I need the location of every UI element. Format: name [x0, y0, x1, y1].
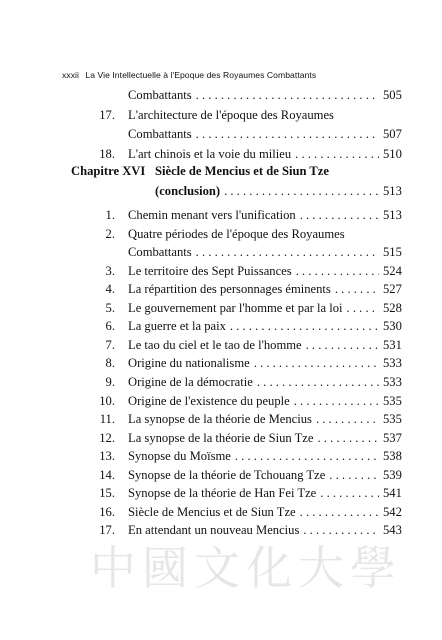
leader-dots [231, 447, 379, 465]
entry-title-row [128, 484, 379, 502]
toc-entry[interactable] [0, 484, 442, 502]
entry-title-row [128, 410, 379, 428]
toc-entry[interactable] [0, 429, 442, 447]
entry-title-row [128, 106, 404, 124]
leader-dots [331, 280, 379, 298]
toc-entry[interactable] [0, 182, 442, 200]
toc-entry[interactable] [0, 206, 442, 224]
entry-title-row [128, 206, 379, 224]
entry-page-number: 510 [383, 146, 402, 161]
toc-entry[interactable] [0, 354, 442, 372]
toc-entry[interactable] [0, 373, 442, 391]
entry-title-row [128, 86, 379, 104]
entry-page-number: 535 [383, 412, 402, 427]
entry-number: 5. [105, 300, 115, 315]
entry-number: 18. [99, 146, 115, 161]
entry-title: Combattants [128, 245, 192, 260]
entry-title: Origine de la démocratie [128, 374, 253, 389]
entry-title: Siècle de Mencius et de Siun Tze [128, 504, 296, 519]
entry-title: L'art chinois et la voie du milieu [128, 146, 292, 161]
entry-number: 6. [105, 319, 115, 334]
entry-title: Le tao du ciel et le tao de l'homme [128, 337, 302, 352]
entry-number: 13. [99, 449, 115, 464]
entry-page-number: 543 [383, 523, 402, 538]
entry-title: L'architecture de l'époque des Royaumes [128, 107, 334, 122]
leader-dots [292, 262, 379, 280]
entry-title-row [128, 317, 379, 335]
toc-entry[interactable] [0, 317, 442, 335]
entry-page-number: 541 [383, 486, 402, 501]
entry-number: 9. [105, 374, 115, 389]
entry-title: Synopse du Moïsme [128, 449, 231, 464]
chapter-heading[interactable] [0, 162, 442, 180]
entry-page-number: 527 [383, 282, 402, 297]
entry-page-number: 524 [383, 263, 402, 278]
leader-dots [296, 503, 379, 521]
entry-title: Le gouvernement par l'homme et par la loi [128, 300, 343, 315]
leader-dots [313, 429, 379, 447]
leader-dots [192, 243, 379, 261]
entry-title: Origine du nationalisme [128, 356, 250, 371]
toc-entry[interactable] [0, 503, 442, 521]
entry-title-row [128, 336, 379, 354]
entry-title-row [128, 429, 379, 447]
chapter-label: Chapitre XVI [71, 164, 146, 178]
leader-dots [192, 86, 379, 104]
entry-title-row [128, 225, 404, 243]
leader-dots [316, 484, 379, 502]
entry-page-number: 539 [383, 467, 402, 482]
entry-title-row [128, 145, 379, 163]
header-running-title: La Vie Intellectuelle à l'Epoque des Royaumes Combattants [85, 70, 317, 80]
entry-page-number: 535 [383, 393, 402, 408]
leader-dots [325, 466, 379, 484]
leader-dots [220, 182, 379, 200]
university-watermark: 中國文化大學 [90, 541, 402, 595]
entry-number: 17. [99, 107, 115, 122]
entry-title-row [128, 392, 379, 410]
toc-entry[interactable] [0, 521, 442, 539]
toc-entry[interactable] [0, 86, 442, 104]
entry-number: 8. [105, 356, 115, 371]
entry-title: La synopse de la théorie de Mencius [128, 412, 312, 427]
entry-page-number: 533 [383, 356, 402, 371]
entry-number: 10. [99, 393, 115, 408]
entry-page-number: 538 [383, 449, 402, 464]
entry-title: Quatre périodes de l'époque des Royaumes [128, 226, 345, 241]
entry-page-number: 515 [383, 245, 402, 260]
entry-page-number: 542 [383, 504, 402, 519]
leader-dots [312, 410, 379, 428]
entry-title-row [128, 299, 379, 317]
entry-page-number: 533 [383, 374, 402, 389]
header-page-number: xxxii [62, 70, 79, 80]
entry-number: 12. [99, 430, 115, 445]
entry-title: Synopse de la théorie de Han Fei Tze [128, 486, 317, 501]
leader-dots [302, 336, 379, 354]
toc-entry[interactable] [0, 336, 442, 354]
toc-entry[interactable] [0, 125, 442, 143]
entry-page-number: 507 [383, 127, 402, 141]
entry-title: Synopse de la théorie de Tchouang Tze [128, 467, 326, 482]
entry-title: La synopse de la théorie de Siun Tze [128, 430, 314, 445]
entry-title-row [128, 373, 379, 391]
entry-page-number: 531 [383, 337, 402, 352]
entry-title: Chemin menant vers l'unification [128, 208, 296, 222]
entry-number: 1. [105, 208, 115, 222]
entry-title-row [128, 125, 379, 143]
leader-dots [291, 145, 379, 163]
entry-number: 7. [105, 337, 115, 352]
entry-title-row [128, 280, 379, 298]
toc-entry[interactable] [0, 225, 442, 243]
leader-dots [250, 354, 379, 372]
leader-dots [343, 299, 379, 317]
toc-entry[interactable] [0, 410, 442, 428]
entry-number: 3. [105, 263, 115, 278]
entry-page-number: 530 [383, 319, 402, 334]
entry-title-row [128, 262, 379, 280]
toc-entry[interactable] [0, 106, 442, 124]
toc-entry[interactable] [0, 243, 442, 261]
entry-page-number: 537 [383, 430, 402, 445]
toc-entry[interactable] [0, 392, 442, 410]
entry-page-number: 528 [383, 300, 402, 315]
entry-title: Combattants [128, 127, 192, 141]
entry-title: En attendant un nouveau Mencius [128, 523, 300, 538]
toc-entry[interactable] [0, 262, 442, 280]
entry-title: La guerre et la paix [128, 319, 226, 334]
toc-entry[interactable] [0, 447, 442, 465]
leader-dots [299, 521, 379, 539]
entry-title: La répartition des personnages éminents [128, 282, 331, 297]
entry-title-row [128, 243, 379, 261]
entry-title-row [128, 521, 379, 539]
leader-dots [253, 373, 379, 391]
entry-page-number: 505 [383, 88, 402, 102]
leader-dots [192, 125, 379, 143]
entry-title: Origine de l'existence du peuple [128, 393, 290, 408]
toc-entry[interactable] [0, 466, 442, 484]
entry-page-number: 513 [383, 208, 402, 222]
entry-title-row [128, 447, 379, 465]
entry-number: 4. [105, 282, 115, 297]
toc-entry[interactable] [0, 280, 442, 298]
entry-number: 17. [99, 523, 115, 538]
toc-entry[interactable] [0, 145, 442, 163]
chapter-title: Siècle de Mencius et de Siun Tze [155, 164, 329, 178]
entry-number: 14. [99, 467, 115, 482]
entry-title-row [128, 466, 379, 484]
entry-number: 2. [105, 226, 115, 241]
entry-title-row [128, 354, 379, 372]
entry-title: (conclusion) [155, 184, 221, 198]
toc-entry[interactable] [0, 299, 442, 317]
entry-number: 11. [99, 412, 115, 427]
entry-page-number: 513 [383, 184, 402, 198]
leader-dots [226, 317, 379, 335]
leader-dots [296, 206, 379, 224]
entry-number: 16. [99, 504, 115, 519]
entry-title: Combattants [128, 88, 192, 102]
entry-title-row [155, 182, 379, 200]
leader-dots [290, 392, 379, 410]
entry-title: Le territoire des Sept Puissances [128, 263, 292, 278]
entry-number: 15. [99, 486, 115, 501]
entry-title-row [128, 503, 379, 521]
